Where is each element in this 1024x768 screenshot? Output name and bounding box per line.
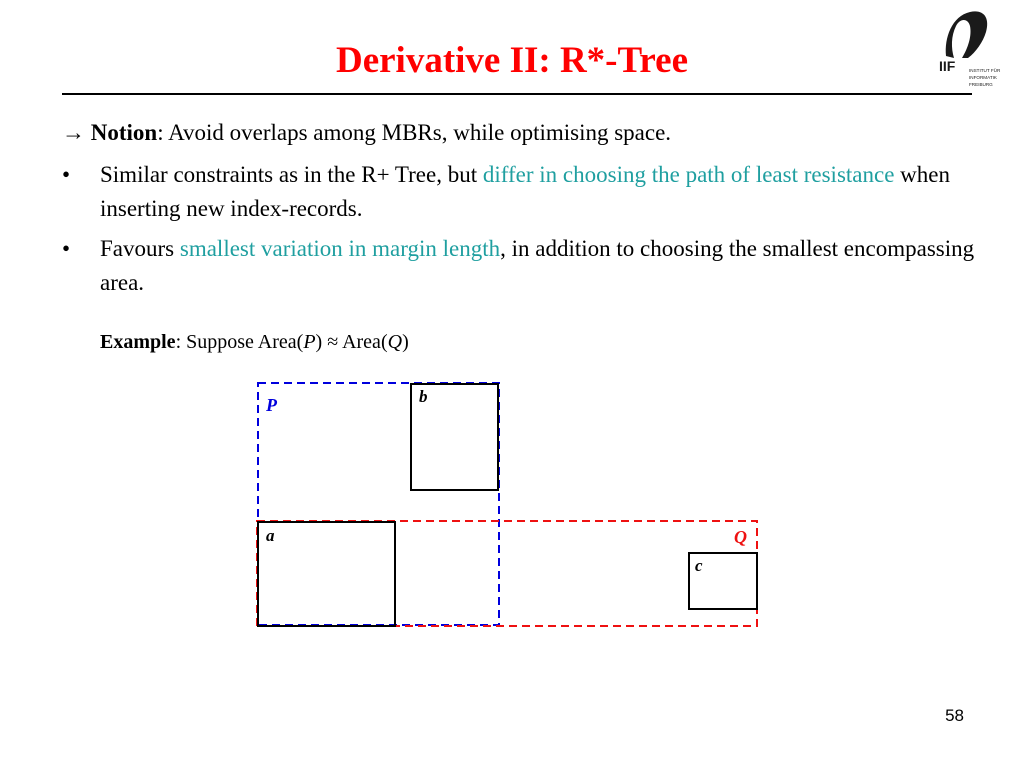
label-a: a [266,526,275,545]
logo-line-1: INSTITUT FÜR [969,68,1001,73]
bullet-marker: • [62,162,71,187]
iif-logo [936,8,1001,94]
example-text-2: ) ≈ Area( [315,331,388,353]
bullet-1-highlight: differ in choosing the path of least resistance [482,162,895,187]
title-divider [62,93,972,95]
mbr-q-box [257,521,757,626]
bullet-2-highlight: smallest variation in margin length [179,236,501,261]
page-number: 58 [945,706,964,725]
notion-label: Notion [90,120,158,145]
logo-mark: IIF [939,58,956,74]
logo-line-2: INFORMATIK [969,75,997,80]
bullet-1-text: Similar constraints as in the R+ Tree, but [100,162,483,187]
example-q: Q [387,331,403,353]
rect-a [258,522,395,626]
arrow-icon: → [62,120,85,145]
bullet-item-1 [100,158,980,226]
logo-swoosh [946,11,988,58]
bullet-2-text: Favours [100,236,180,261]
bullet-marker: • [62,236,71,261]
label-c: c [695,556,703,575]
bullet-1-text-end: when inserting new index-records. [100,162,950,221]
label-p: P [266,395,277,415]
bullet-item-2 [100,232,980,300]
bullet-2-text-end: , in addition to choosing the smallest encompassing area. [100,236,975,295]
label-b: b [419,387,428,406]
slide-title: Derivative II: R*-Tree [335,40,689,81]
example-p: P [303,331,316,353]
example-label: Example [100,331,176,353]
notion-line [62,116,671,150]
example-text-3: ) [402,331,409,353]
mbr-diagram [240,370,780,650]
mbr-p-box [258,383,499,625]
example-text: : Suppose Area( [175,331,304,353]
logo-line-3: FREIBURG [969,82,993,87]
example-line [100,328,409,356]
label-q: Q [734,527,747,547]
notion-text: : Avoid overlaps among MBRs, while optimising space. [157,120,672,145]
